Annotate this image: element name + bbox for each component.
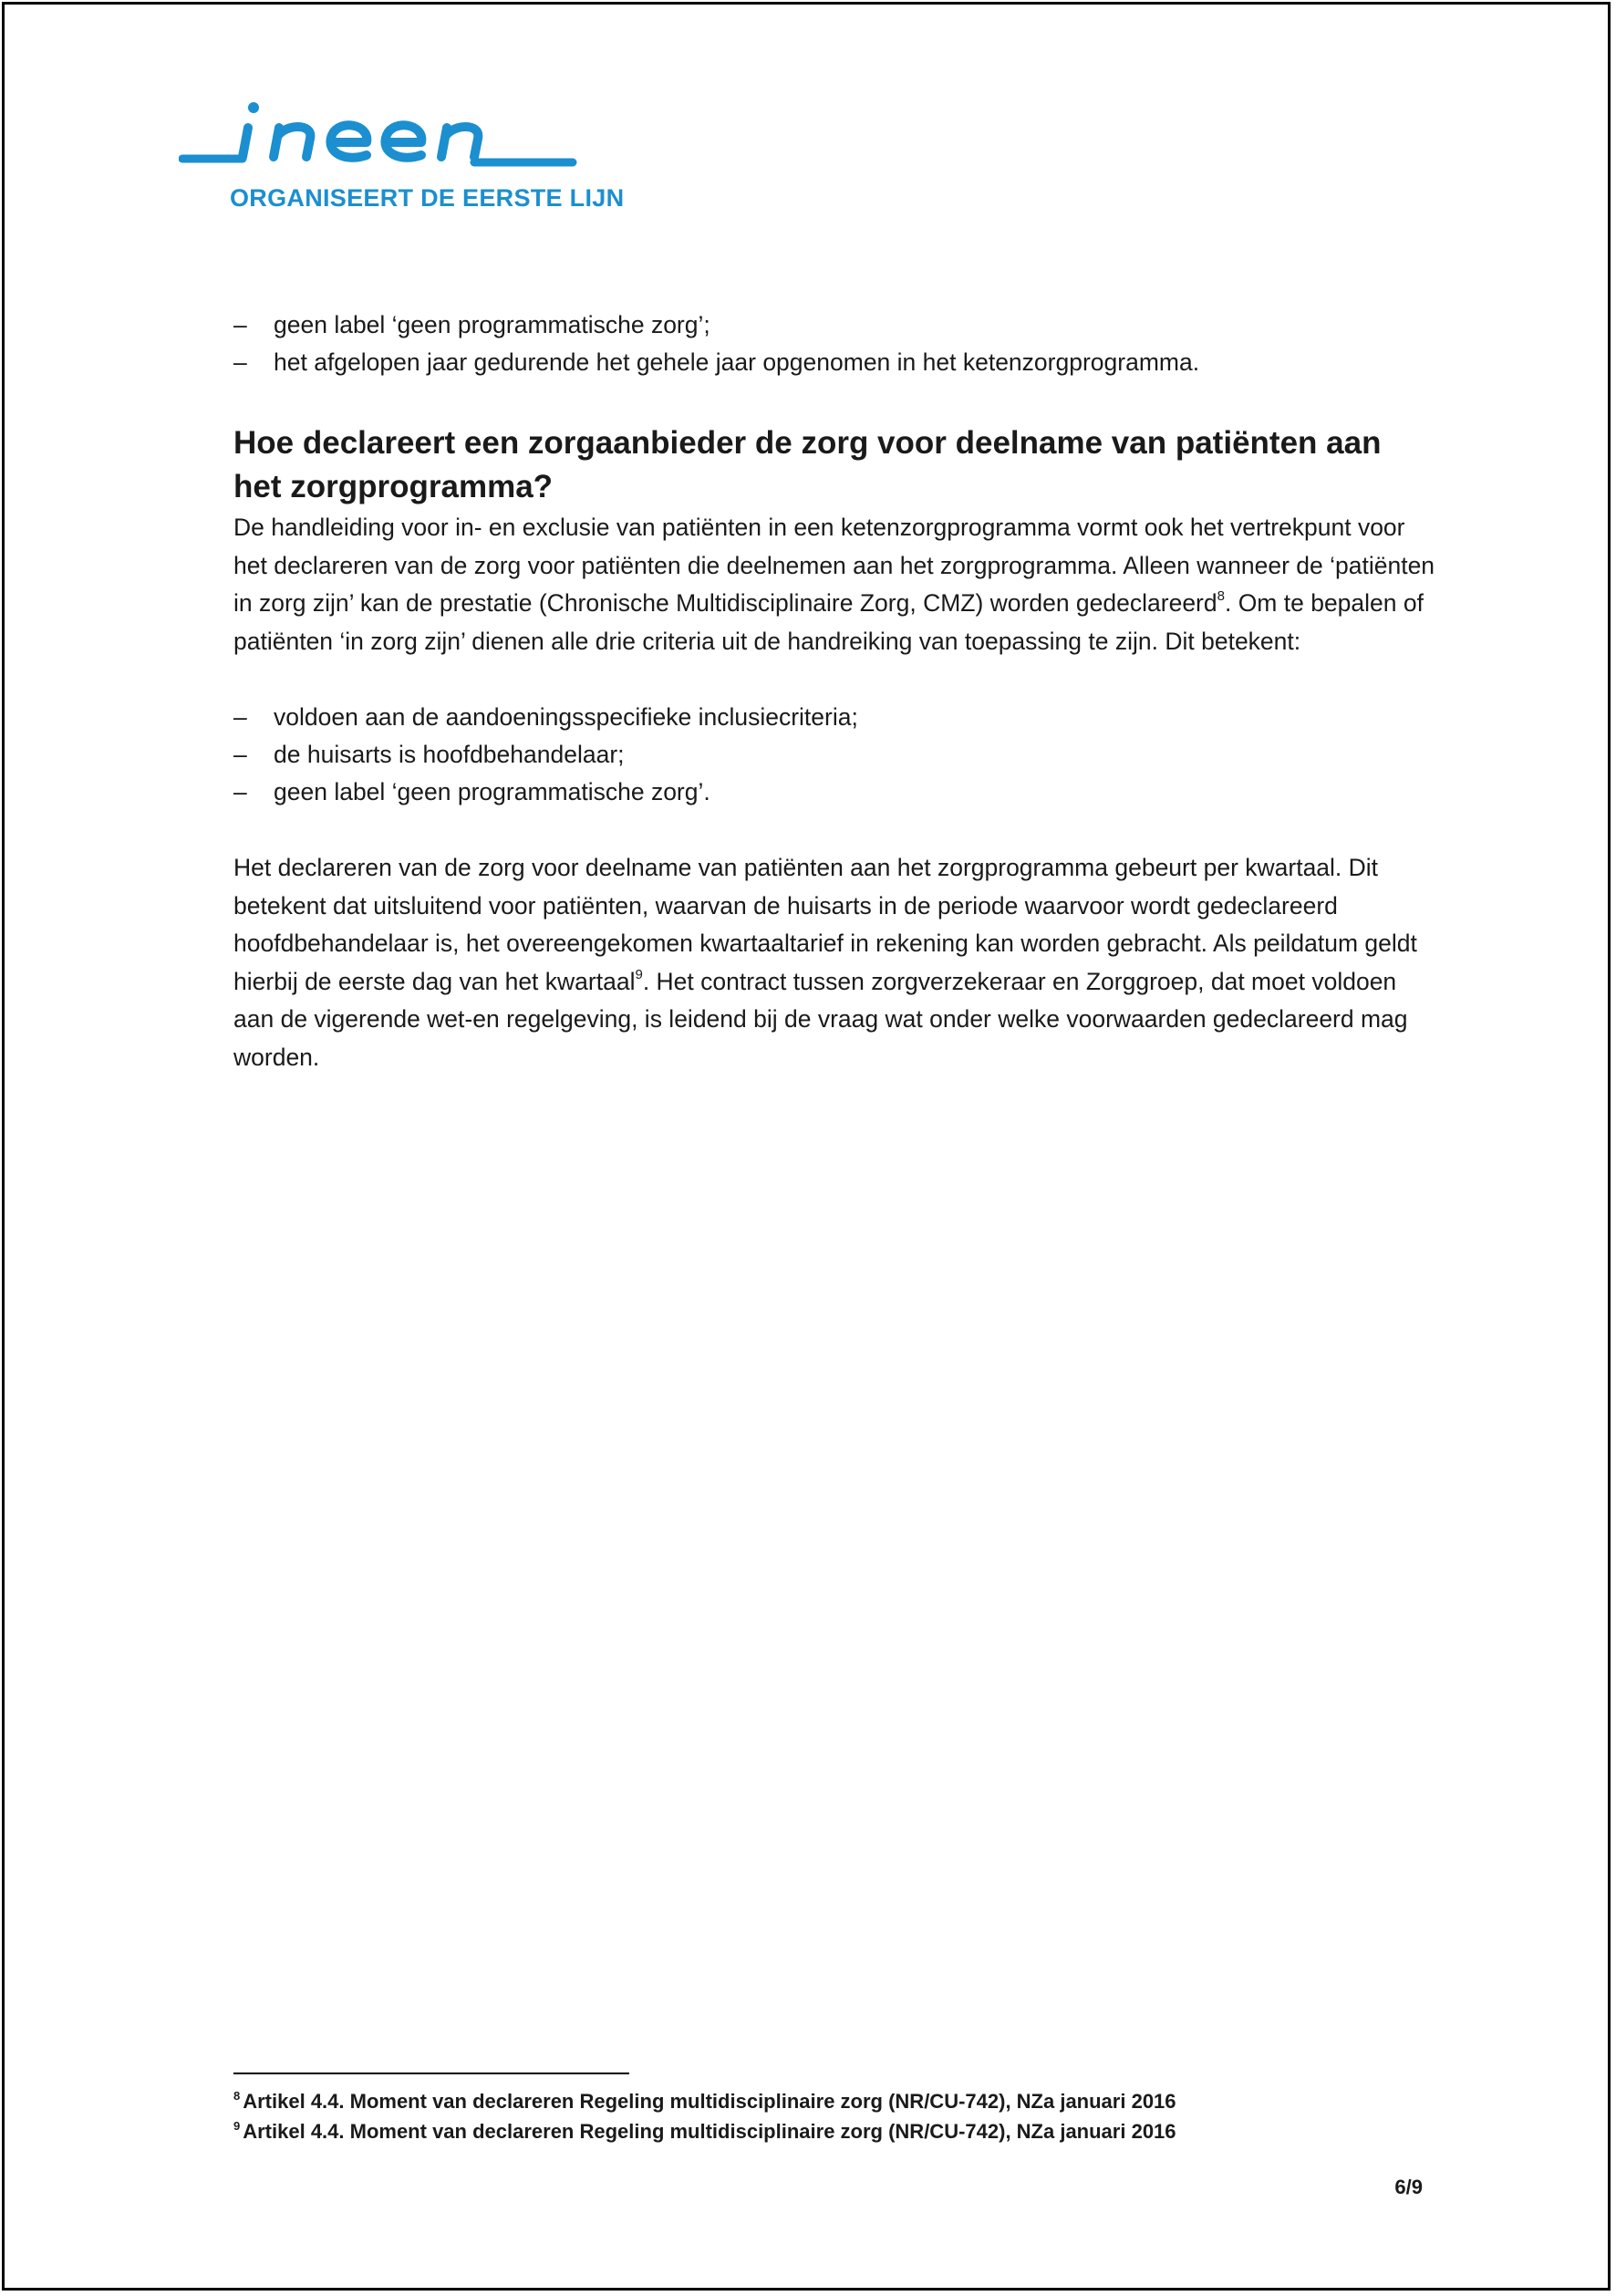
footnote-9: $^9$ Artikel 4.4. Moment van declareren Regeling multidisciplinaire zorg (NR/CU-742), NZa januari 2016 xyxy=(233,2118,1176,2143)
intro-list xyxy=(233,306,1437,381)
paragraph-quarterly: Het declareren van de zorg voor deelname van patiënten aan het zorgprogramma gebeurt per kwartaal. Dit betekent dat uitsluitend voor patiënten, waarvan de huisarts in de periode waarvoor wordt gedeclareerd hoofdbehandelaar is, het overeengekomen kwartaaltarief in rekening kan worden gebracht. Als peildatum geldt hierbij de eerste dag van het kwartaal$^9$. Het contract tussen zorgverzekeraar en Zorggroep, dat moet voldoen aan de vigerende wet-en regelgeving, is leidend bij de vraag wat onder welke voorwaarden gedeclareerd mag worden. xyxy=(233,854,1417,1071)
footnote-8: $^8$ Artikel 4.4. Moment van declareren Regeling multidisciplinaire zorg (NR/CU-742), NZa januari 2016 xyxy=(233,2088,1176,2113)
document-body xyxy=(233,306,1437,1076)
dash-bullet: – xyxy=(233,778,247,805)
dash-bullet: – xyxy=(233,311,247,338)
list-item: – geen label ‘geen programmatische zorg’. xyxy=(233,774,1437,811)
logo-tagline: ORGANISEERT DE EERSTE LIJN xyxy=(230,184,625,212)
criteria-list xyxy=(233,699,1437,811)
list-item: – geen label ‘geen programmatische zorg’; xyxy=(233,306,1437,344)
dash-bullet: – xyxy=(233,741,247,768)
list-item: – voldoen aan de aandoeningsspecifieke inclusiecriteria; xyxy=(233,699,1437,736)
dash-bullet: – xyxy=(233,348,247,376)
footnote-ref-9[interactable]: 9 xyxy=(635,966,643,982)
ineen-logo xyxy=(179,97,625,215)
page-number: 6/9 xyxy=(1394,2176,1423,2198)
list-item: – het afgelopen jaar gedurende het gehele jaar opgenomen in het ketenzorgprogramma. xyxy=(233,344,1437,381)
footnote-divider xyxy=(233,2073,629,2074)
paragraph-intro: De handleiding voor in- en exclusie van patiënten in een ketenzorgprogramma vormt ook het vertrekpunt voor het declareren van de zorg voor patiënten die deelnemen aan het zorgprogramma. Alleen wanneer de ‘patiënten in zorg zijn’ kan de prestatie (Chronische Multidisciplinaire Zorg, CMZ) worden gedeclareerd$^8$. Om te bepalen of patiënten ‘in zorg zijn’ dienen alle drie criteria uit de handreiking van toepassing te zijn. Dit betekent: xyxy=(233,514,1435,655)
ineen-wordmark-icon xyxy=(179,97,580,179)
list-item: – de huisarts is hoofdbehandelaar; xyxy=(233,736,1437,774)
footnotes xyxy=(233,2086,1328,2146)
section-heading: Hoe declareert een zorgaanbieder de zorg voor deelname van patiënten aan het zorgprogramma? xyxy=(233,425,1382,504)
footnote-ref-8[interactable]: 8 xyxy=(1217,588,1225,605)
dash-bullet: – xyxy=(233,703,247,731)
